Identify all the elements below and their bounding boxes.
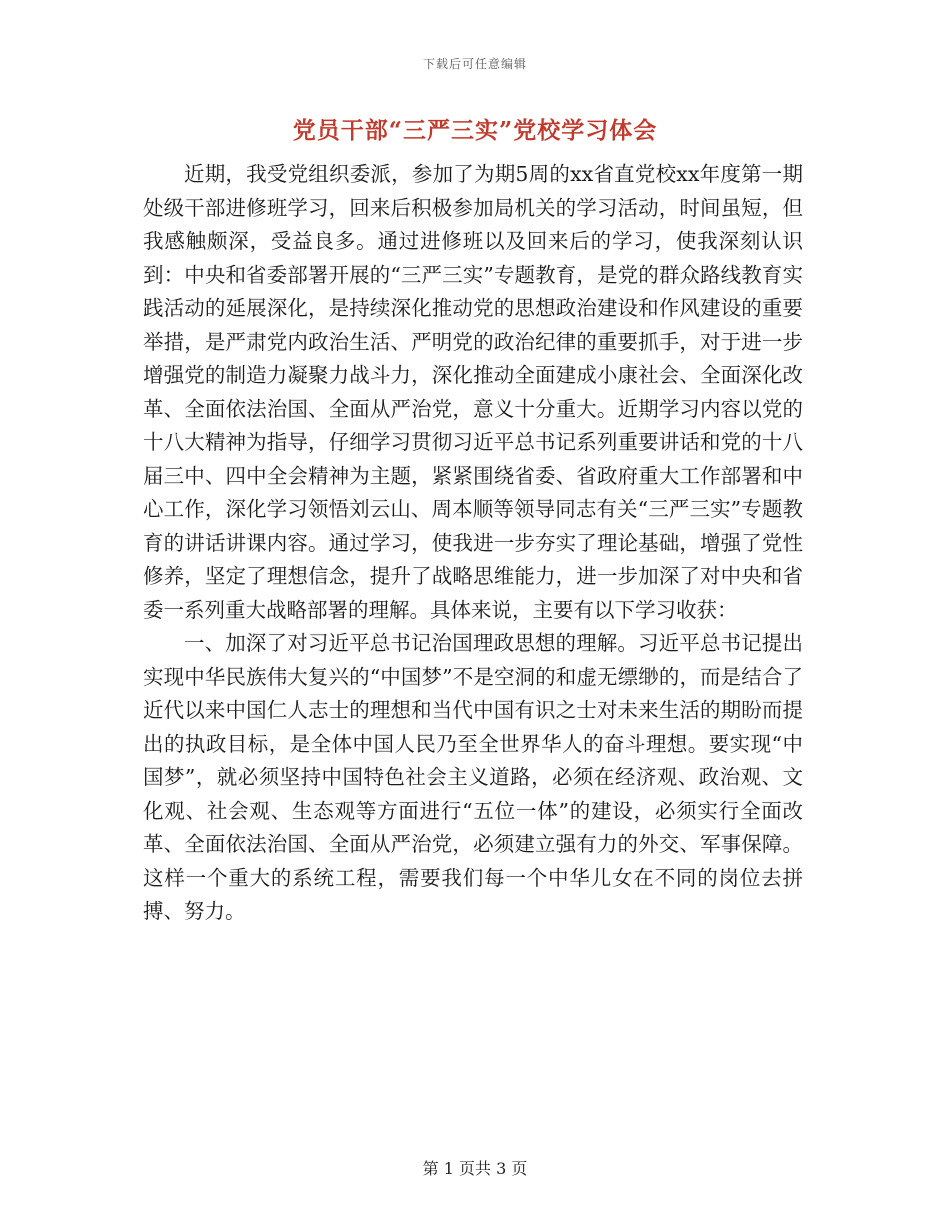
header-note: 下载后可任意编辑	[422, 57, 527, 71]
document-body	[143, 158, 803, 929]
document-title: 党员干部“三严三实”党校学习体会	[292, 117, 658, 144]
page-number: 第 1 页共 3 页	[422, 1159, 528, 1178]
paragraph-section-one: 一、加深了对习近平总书记治国理政思想的理解。习近平总书记提出实现中华民族伟大复兴的“中国梦”不是空洞的和虚无缥缈的，而是结合了近代以来中国仁人志士的理想和当代中国有识之士对未来生活的期盼而提出的执政目标，是全体中国人民乃至全世界华人的奋斗理想。要实现“中国梦”，就必须坚持中国特色社会主义道路，必须在经济观、政治观、文化观、社会观、生态观等方面进行“五位一体”的建设，必须实行全面改革、全面依法治国、全面从严治党，必须建立强有力的外交、军事保障。这样一个重大的系统工程，需要我们每一个中华儿女在不同的岗位去拼搏、努力。	[143, 631, 803, 923]
paragraph-intro: 近期，我受党组织委派，参加了为期5周的xx省直党校xx年度第一期处级干部进修班学习，回来后积极参加局机关的学习活动，时间虽短，但我感触颇深，受益良多。通过进修班以及回来后的学习，使我深刻认识到：中央和省委部署开展的“三严三实”专题教育，是党的群众路线教育实践活动的延展深化，是持续深化推动党的思想政治建设和作风建设的重要举措，是严肃党内政治生活、严明党的政治纪律的重要抓手，对于进一步增强党的制造力凝聚力战斗力，深化推动全面建成小康社会、全面深化改革、全面依法治国、全面从严治党，意义十分重大。近期学习内容以党的十八大精神为指导，仔细学习贯彻习近平总书记系列重要讲话和党的十八届三中、四中全会精神为主题，紧紧围绕省委、省政府重大工作部署和中心工作，深化学习领悟刘云山、周本顺等领导同志有关“三严三实”专题教育的讲话讲课内容。通过学习，使我进一步夯实了理论基础，增强了党性修养，坚定了理想信念，提升了战略思维能力，进一步加深了对中央和省委一系列重大战略部署的理解。具体来说，主要有以下学习收获：	[143, 162, 803, 622]
